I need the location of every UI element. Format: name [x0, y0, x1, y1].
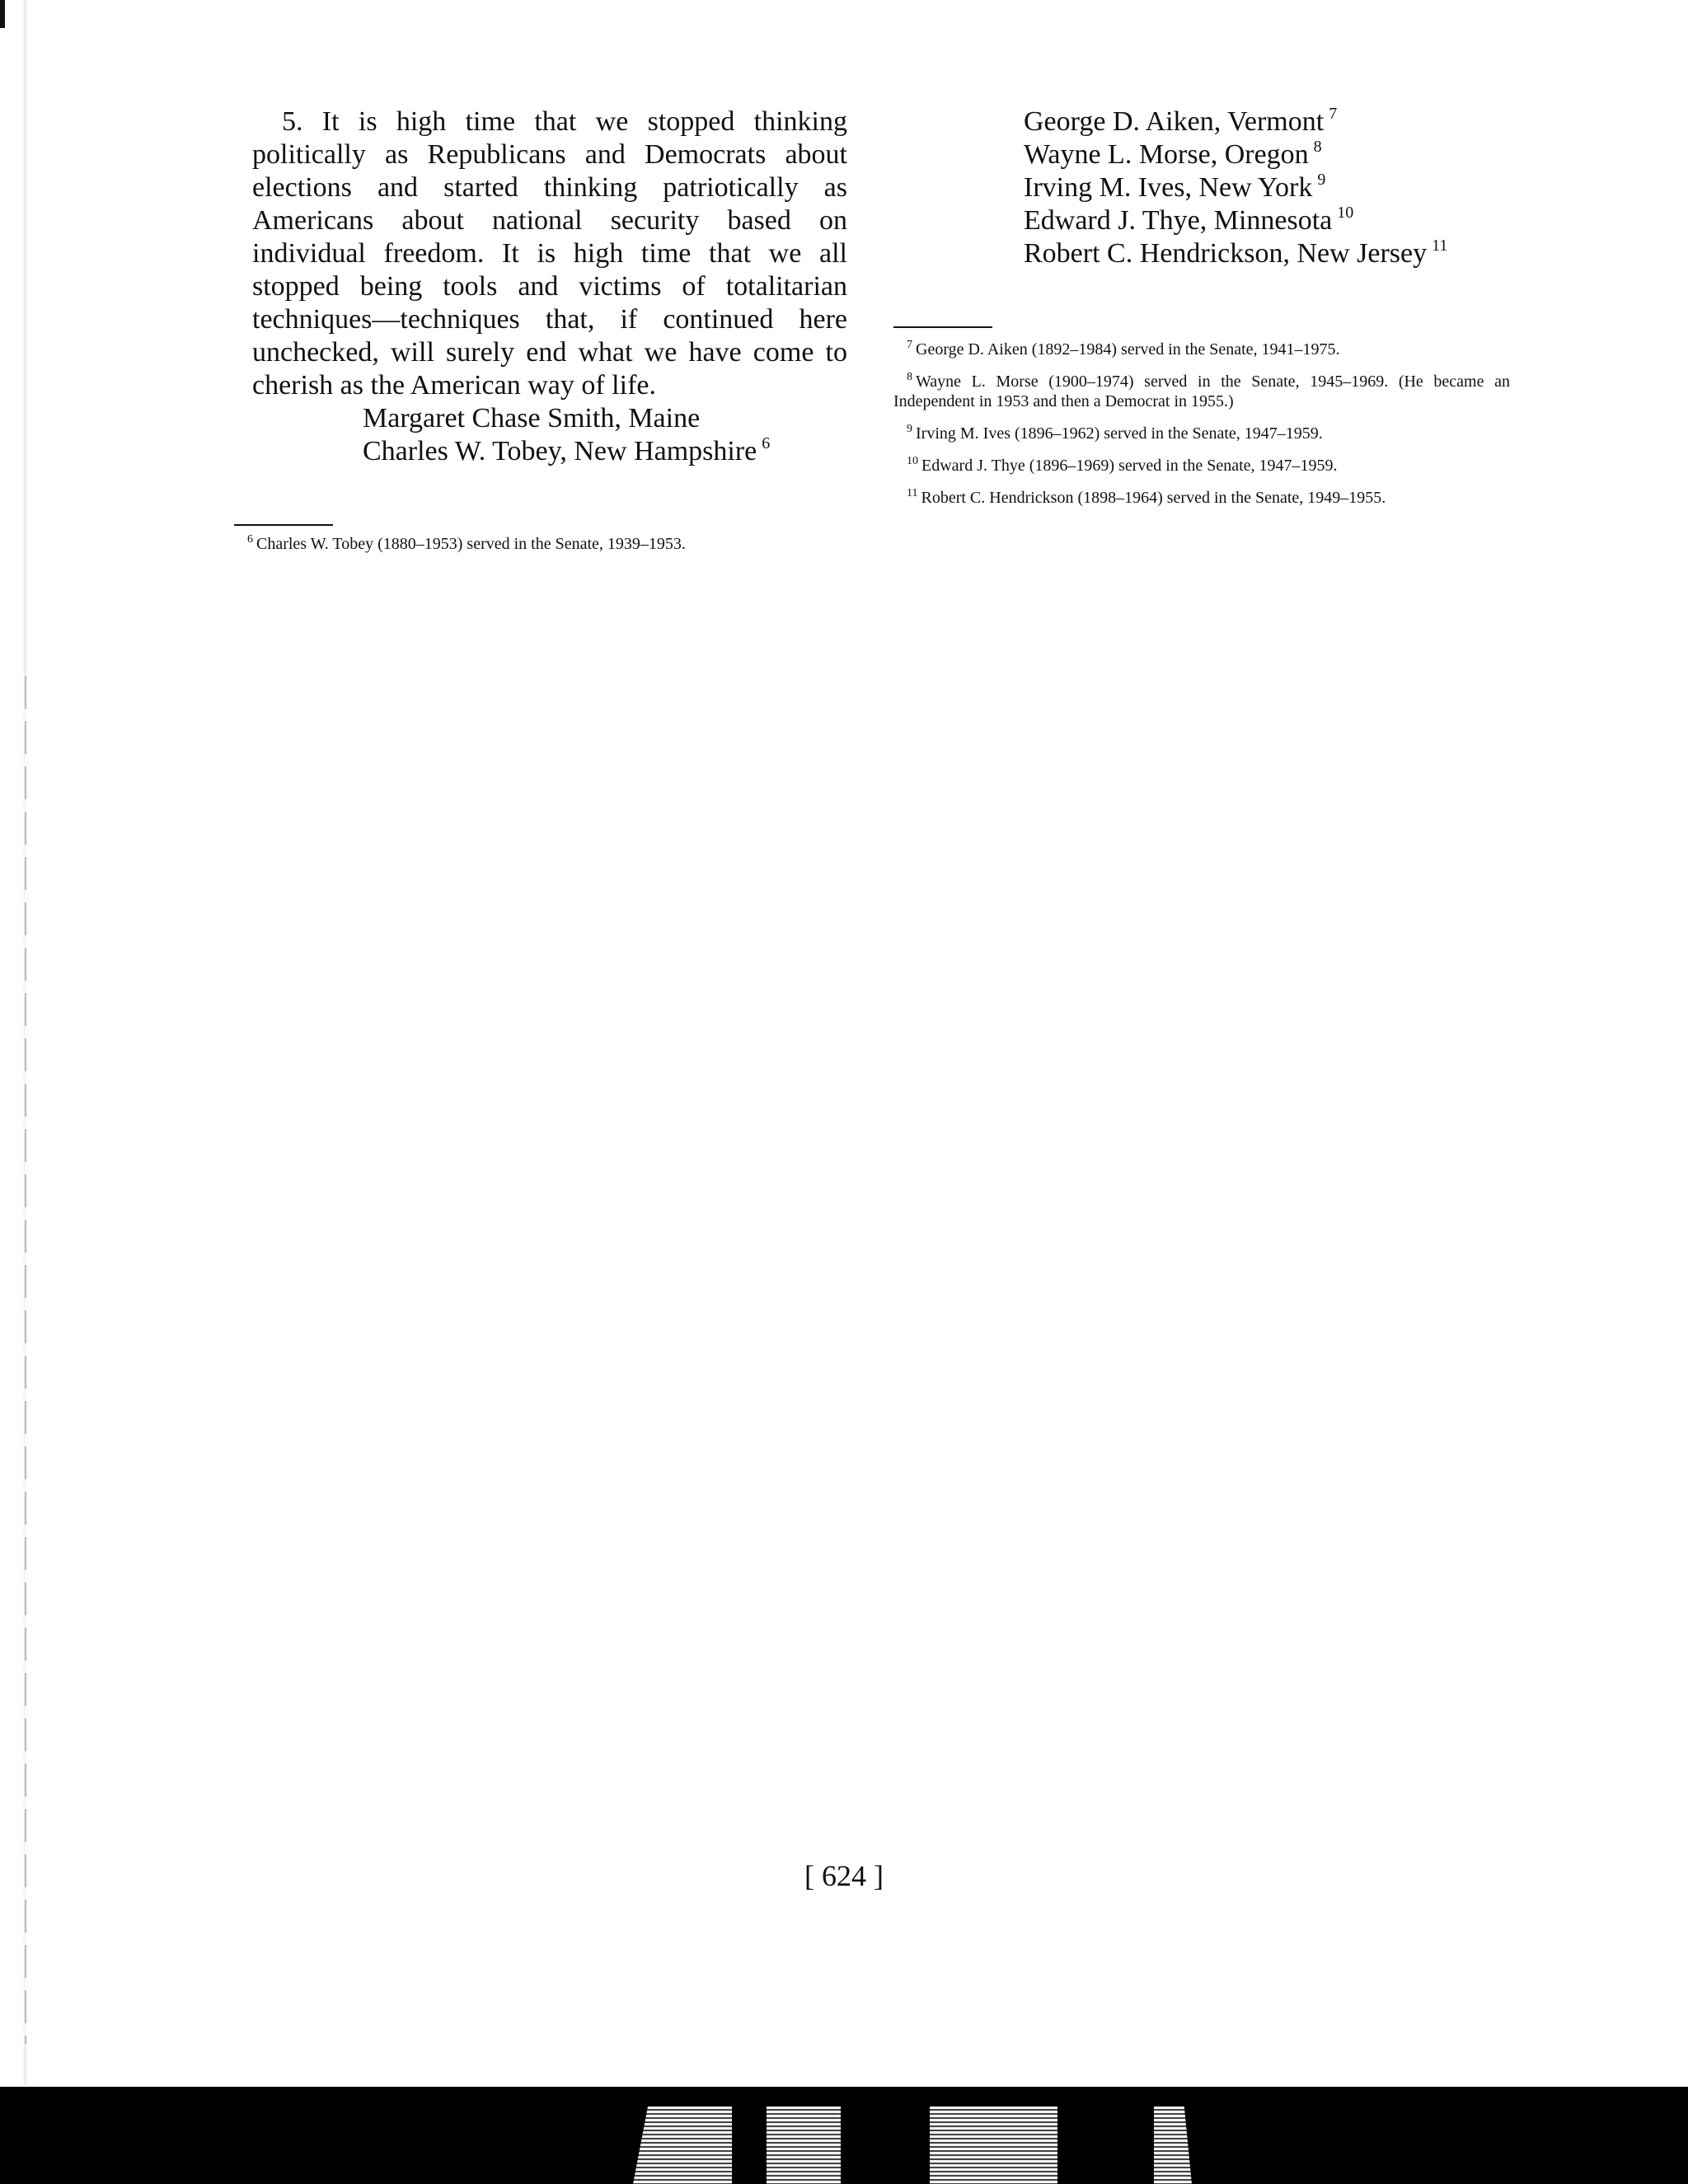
right-column: [893, 105, 1510, 508]
footnote-text: Irving M. Ives (1896–1962) served in the Senate, 1947–1959.: [916, 424, 1323, 443]
footnote-number: 9: [907, 423, 912, 435]
signature: [893, 105, 1510, 138]
page-number: [ 624 ]: [804, 1859, 884, 1892]
signature: [893, 138, 1510, 171]
footnote: [234, 534, 844, 554]
signature: [893, 237, 1510, 270]
footnote-text: Charles W. Tobey (1880–1953) served in the Senate, 1939–1953.: [256, 535, 686, 553]
left-signatures: [252, 402, 847, 468]
right-footnotes: [893, 340, 1510, 508]
footnote: [893, 372, 1510, 411]
footnote-rule: [893, 326, 992, 328]
footnote-number: 8: [907, 371, 912, 383]
signature-name: George D. Aiken, Vermont: [1024, 106, 1325, 137]
signature-name: Edward J. Thye, Minnesota: [1024, 205, 1333, 236]
signature-name: Wayne L. Morse, Oregon: [1024, 139, 1309, 170]
footnote-reference: 11: [1432, 237, 1448, 255]
footnote-reference: 8: [1313, 138, 1322, 156]
scan-left-edge: [0, 0, 28, 2085]
scan-stripe: [930, 2107, 1057, 2184]
scan-stripe: [767, 2107, 841, 2184]
footnote-reference: 7: [1329, 105, 1338, 123]
signature-name: Charles W. Tobey, New Hampshire: [363, 436, 757, 466]
signature: [252, 402, 847, 435]
footnote-reference: 9: [1317, 171, 1326, 189]
right-signatures: [893, 105, 1510, 270]
signature-name: Margaret Chase Smith, Maine: [363, 403, 701, 434]
footnote-rule: [234, 524, 333, 526]
footnote: [893, 424, 1510, 443]
signature-name: Robert C. Hendrickson, New Jersey: [1024, 238, 1428, 269]
footnote-number: 10: [907, 455, 918, 467]
footnote: [893, 340, 1510, 359]
footnote-reference: 6: [762, 434, 771, 452]
footnote-number: 11: [907, 487, 918, 499]
footnote-reference: 10: [1337, 204, 1354, 222]
scan-stripe: [633, 2107, 732, 2184]
footnote-number: 6: [247, 533, 253, 546]
signature-name: Irving M. Ives, New York: [1024, 172, 1313, 203]
left-column: [247, 105, 847, 554]
footnote-text: George D. Aiken (1892–1984) served in the Senate, 1941–1975.: [916, 340, 1340, 359]
footnote-text: Wayne L. Morse (1900–1974) served in the Senate, 1945–1969. (He became an Independent in 1953 and then a Democrat in 1955.): [893, 373, 1510, 410]
signature: [893, 171, 1510, 204]
signature: [893, 204, 1510, 237]
footnote-number: 7: [907, 339, 912, 351]
declaration-paragraph: 5. It is high time that we stopped thinking politically as Republicans and Democrats about elections and started thinking patriotically as Americans about national security based on individual freedom. It is high time that we all stopped being tools and victims of totalitarian techniques—techniques that, if continued here unchecked, will surely end what we have come to cherish as the American way of life.: [252, 106, 847, 401]
footnote-text: Edward J. Thye (1896–1969) served in the Senate, 1947–1959.: [921, 457, 1338, 475]
scan-bottom-band: [0, 2087, 1688, 2184]
footnote: [893, 456, 1510, 476]
signature: [252, 435, 847, 468]
footnote: [893, 488, 1510, 508]
footnote-text: Robert C. Hendrickson (1898–1964) served in the Senate, 1949–1955.: [921, 489, 1386, 507]
